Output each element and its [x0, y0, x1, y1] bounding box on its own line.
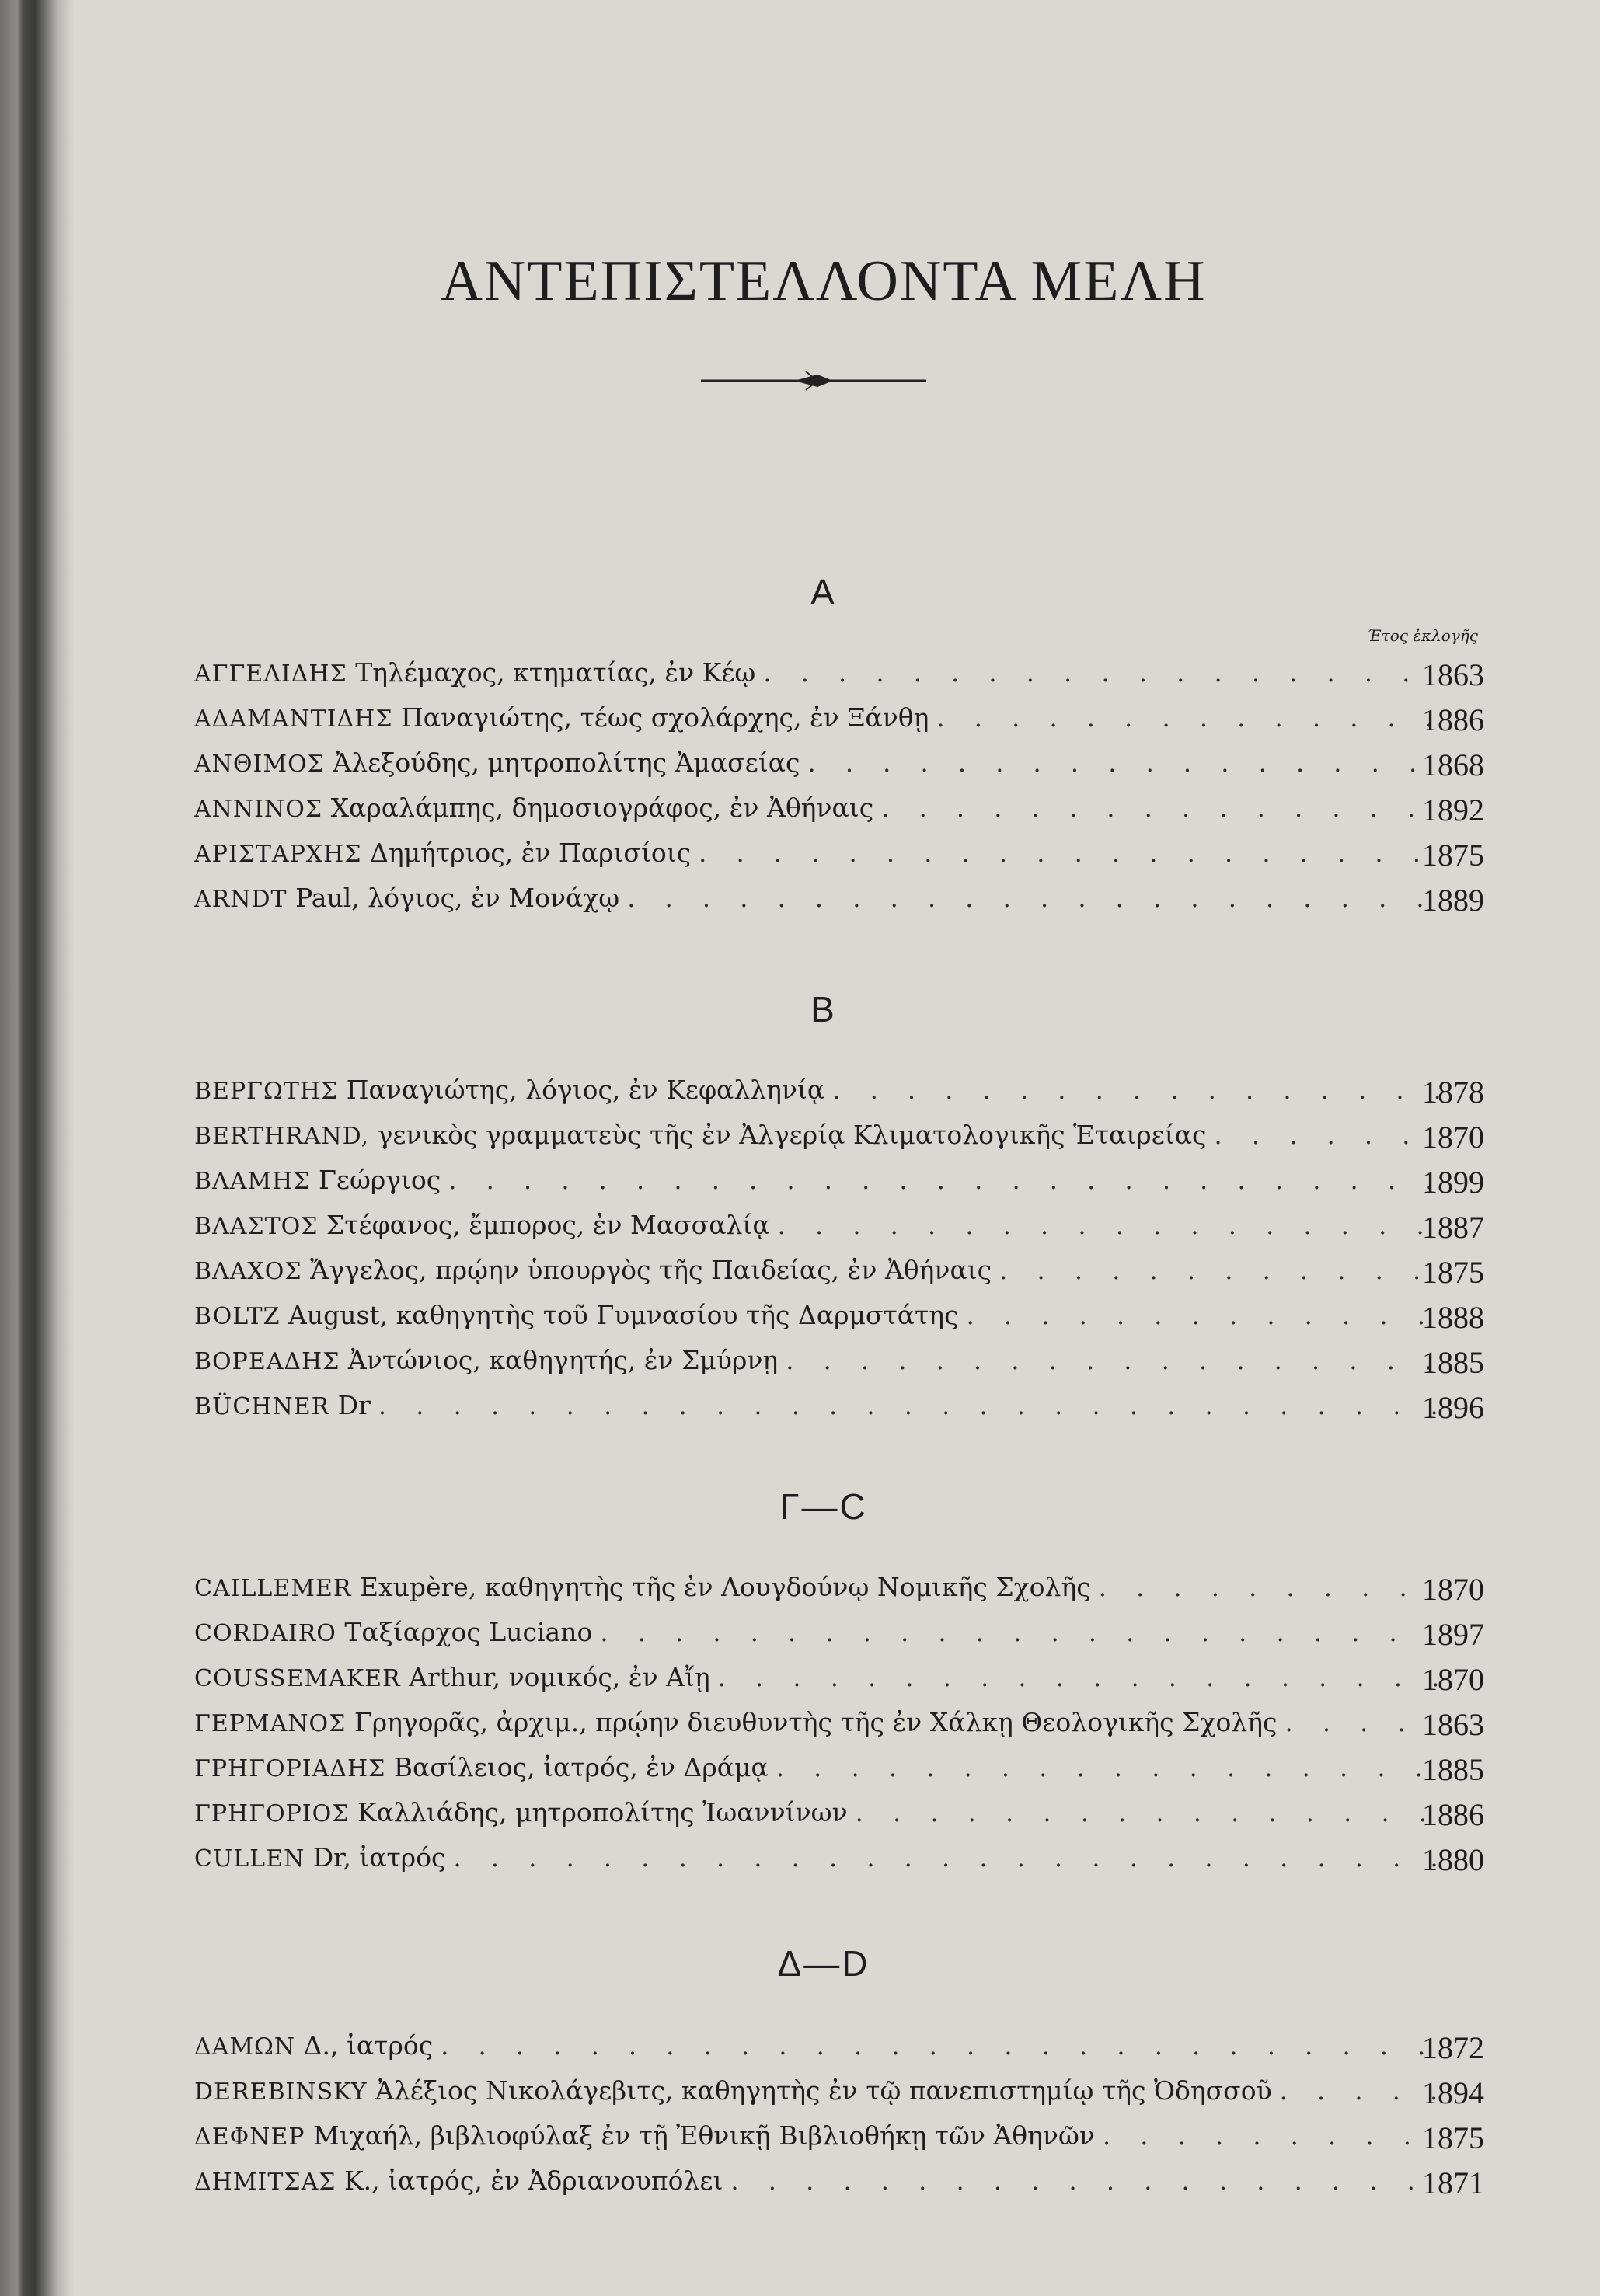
entry-description: Μιχαήλ, βιβλιοφύλαξ ἐν τῇ Ἐθνικῇ Βιβλιοθήκῃ τῶν Ἀθηνῶν [305, 2120, 1095, 2151]
entry-surname: DEREBINSKY [194, 2078, 368, 2106]
list-item [194, 1254, 1484, 1299]
list-item [194, 1344, 1484, 1389]
entry-year: 1870 [1422, 1120, 1484, 1155]
entry-description: Ἀντώνιος, καθηγητής, ἐν Σμύρνῃ [340, 1345, 779, 1375]
page-title: ΑΝΤΕΠΙΣΤΕΛΛΟΝΤΑ ΜΕΛΗ [441, 249, 1207, 313]
entry-year: 1875 [1422, 1255, 1484, 1290]
entry-text [194, 2075, 1272, 2106]
entry-year: 1870 [1422, 1572, 1484, 1607]
entry-text [194, 1841, 446, 1873]
entry-text [194, 1751, 769, 1783]
leader-dots [448, 1165, 1438, 1195]
entry-surname: ΔΗΜΙΤΣΑΣ [194, 2169, 336, 2196]
entry-text [194, 1389, 371, 1421]
entry-description: Χαραλάμπης, δημοσιογράφος, ἐν Ἀθήναις [322, 793, 874, 823]
leader-dots [1280, 2076, 1438, 2106]
section-heading: A [810, 572, 837, 612]
entry-text [194, 2120, 1095, 2151]
entry-text [194, 1796, 848, 1828]
list-item [194, 702, 1484, 747]
leader-dots [776, 1753, 1438, 1782]
entry-text [194, 1299, 959, 1331]
entry-year: 1885 [1422, 1752, 1484, 1787]
entry-year: 1896 [1422, 1390, 1484, 1425]
entry-surname: CORDAIRO [194, 1620, 336, 1647]
entry-text [194, 657, 755, 688]
entry-description: Βασίλειος, ἰατρός, ἐν Δράμᾳ [385, 1752, 769, 1782]
list-item [194, 747, 1484, 792]
entry-year: 1887 [1422, 1210, 1484, 1245]
entry-description: Δημήτριος, ἐν Παρισίοις [361, 838, 692, 868]
entry-surname: ΒΕΡΓΩΤΗΣ [194, 1078, 339, 1105]
entry-surname: BERTHRAND, [194, 1123, 370, 1150]
entry-surname: ΑΓΓΕΛΙΔΗΣ [194, 660, 347, 688]
section-heading: B [810, 989, 837, 1030]
list-item [194, 1616, 1484, 1661]
entry-surname: COUSSEMAKER [194, 1665, 401, 1692]
list-item [194, 837, 1484, 882]
section-heading: Γ—C [779, 1486, 868, 1527]
entry-description: Στέφανος, ἔμπορος, ἐν Μασσαλίᾳ [318, 1210, 770, 1240]
entry-year: 1899 [1422, 1165, 1484, 1200]
list-item [194, 1119, 1484, 1164]
leader-dots [936, 703, 1438, 733]
entry-description: Ταξίαρχος Luciano [336, 1617, 593, 1647]
entry-year: 1875 [1422, 2120, 1484, 2155]
list-item [194, 2029, 1484, 2075]
entry-surname: ΓΡΗΓΟΡΙΟΣ [194, 1800, 350, 1827]
list-item [194, 1661, 1484, 1706]
leader-dots [778, 1211, 1438, 1240]
entry-year: 1886 [1422, 1797, 1484, 1832]
entry-description: Παναγιώτης, τέως σχολάρχης, ἐν Ξάνθῃ [392, 702, 929, 733]
entry-surname: ΔΑΜΩΝ [194, 2033, 296, 2061]
entry-text [194, 1661, 710, 1693]
entry-description: Δ., ἰατρός [295, 2030, 434, 2061]
entry-surname: ΒΛΑΜΗΣ [194, 1168, 311, 1195]
entry-description: Ἀλεξούδης, μητροπολίτης Ἀμασείας [324, 747, 800, 778]
leader-dots [699, 838, 1438, 868]
entry-description: Ἄγγελος, πρῴην ὑπουργὸς τῆς Παιδείας, ἐν Ἀθήναις [302, 1255, 992, 1285]
entry-description: Κ., ἰατρός, ἐν Ἀδριανουπόλει [336, 2165, 723, 2196]
leader-dots [1285, 1708, 1438, 1737]
entry-description: Γρηγορᾶς, ἀρχιμ., πρῴην διευθυντὴς τῆς ἐν Χάλκῃ Θεολογικῆς Σχολῆς [346, 1707, 1278, 1737]
entry-surname: ΒΟΡΕΑΔΗΣ [194, 1348, 340, 1375]
leader-dots [786, 1346, 1438, 1375]
leader-dots [718, 1663, 1438, 1692]
entry-description: Παναγιώτης, λόγιος, ἐν Κεφαλληνίᾳ [338, 1075, 825, 1105]
entry-description: Paul, λόγιος, ἐν Μονάχῳ [287, 883, 620, 913]
entry-surname: BÜCHNER [194, 1393, 330, 1420]
entry-surname: ΒΛΑΣΤΟΣ [194, 1213, 319, 1240]
entry-surname: CAILLEMER [194, 1575, 352, 1602]
entry-surname: ARNDT [194, 886, 288, 913]
list-item [194, 1571, 1484, 1616]
entry-surname: ΑΡΙΣΤΑΡΧΗΣ [194, 841, 362, 868]
entry-surname: ΒΛΑΧΟΣ [194, 1258, 302, 1285]
list-item [194, 1209, 1484, 1254]
entry-text [194, 1571, 1091, 1603]
entry-text [194, 747, 800, 779]
entry-year: 1894 [1422, 2075, 1484, 2110]
entry-year: 1886 [1422, 702, 1484, 737]
leader-dots [881, 793, 1438, 823]
entry-text [194, 1119, 1207, 1151]
entry-surname: ΔΕΦΝΕΡ [194, 2124, 305, 2151]
entry-text [194, 1164, 441, 1196]
entry-year: 1880 [1422, 1842, 1484, 1877]
list-item [194, 1299, 1484, 1344]
entry-description: Dr [329, 1390, 371, 1420]
entry-text [194, 1344, 778, 1376]
leader-dots [441, 2031, 1438, 2061]
entry-year: 1888 [1422, 1300, 1484, 1335]
list-item [194, 1796, 1484, 1841]
entry-text [194, 1209, 770, 1241]
leader-dots [730, 2166, 1438, 2196]
leader-dots [967, 1301, 1438, 1330]
leader-dots [1099, 1573, 1438, 1602]
list-item [194, 2165, 1484, 2210]
leader-dots [999, 1256, 1438, 1285]
entry-surname: ΓΡΗΓΟΡΙΑΔΗΣ [194, 1755, 386, 1782]
entry-text [194, 837, 691, 869]
entry-year: 1863 [1422, 1707, 1484, 1742]
section-heading: Δ—D [777, 1943, 870, 1984]
entry-text [194, 2029, 433, 2061]
leader-dots [600, 1618, 1438, 1647]
document-page [179, 0, 1484, 2296]
entry-text [194, 1254, 992, 1286]
entry-year: 1871 [1422, 2165, 1484, 2200]
entry-text [194, 1074, 824, 1106]
entry-description: Arthur, νομικός, ἐν Αἴῃ [400, 1662, 710, 1692]
entry-description: August, καθηγητὴς τοῦ Γυμνασίου τῆς Δαρμστάτης [280, 1300, 959, 1330]
list-item [194, 2075, 1484, 2120]
list-item [194, 1841, 1484, 1887]
list-item [194, 657, 1484, 702]
leader-dots [454, 1843, 1438, 1873]
entry-year: 1875 [1422, 838, 1484, 873]
entry-surname: ΓΕΡΜΑΝΟΣ [194, 1710, 347, 1737]
entry-description: Dr, ἰατρός [305, 1842, 446, 1873]
ornament-divider-icon [701, 365, 926, 396]
list-item [194, 792, 1484, 837]
list-item [194, 1074, 1484, 1119]
list-item [194, 2120, 1484, 2165]
entry-description: Γεώργιος [310, 1165, 441, 1195]
entry-year: 1889 [1422, 883, 1484, 918]
entry-year: 1878 [1422, 1075, 1484, 1110]
entry-surname: ΑΝΝΙΝΟΣ [194, 796, 323, 823]
entry-description: Τηλέμαχος, κτηματίας, ἐν Κέῳ [347, 657, 756, 688]
entry-year: 1870 [1422, 1662, 1484, 1697]
entry-text [194, 1616, 592, 1648]
book-spine-shadow [0, 0, 74, 2296]
list-item [194, 882, 1484, 927]
entry-description: Ἀλέξιος Νικολάγεβιτς, καθηγητὴς ἐν τῷ πανεπιστημίῳ τῆς Ὀδησσοῦ [367, 2075, 1272, 2106]
leader-dots [378, 1391, 1438, 1420]
leader-dots [627, 883, 1438, 913]
entry-text [194, 2165, 723, 2197]
leader-dots [807, 748, 1438, 778]
entry-text [194, 1706, 1277, 1738]
leader-dots [1215, 1120, 1438, 1150]
list-item [194, 1164, 1484, 1209]
leader-dots [763, 658, 1438, 688]
entry-surname: ΑΝΘΙΜΟΣ [194, 751, 325, 778]
entry-description: Exupère, καθηγητὴς τῆς ἐν Λουγδούνῳ Νομικῆς Σχολῆς [351, 1572, 1091, 1602]
list-item [194, 1389, 1484, 1434]
entry-text [194, 702, 929, 733]
leader-dots [1103, 2121, 1438, 2151]
entry-year: 1897 [1422, 1617, 1484, 1652]
entry-description: Καλλιάδης, μητροπολίτης Ἰωαννίνων [349, 1797, 848, 1827]
entry-year: 1892 [1422, 793, 1484, 827]
entry-surname: BOLTZ [194, 1303, 281, 1330]
entry-year: 1868 [1422, 747, 1484, 782]
entry-year: 1872 [1422, 2030, 1484, 2065]
year-column-header: Έτος ἐκλογῆς [1367, 626, 1478, 645]
entry-text [194, 792, 873, 824]
list-item [194, 1706, 1484, 1751]
leader-dots [856, 1798, 1438, 1827]
entry-year: 1885 [1422, 1345, 1484, 1380]
list-item [194, 1751, 1484, 1796]
entry-surname: ΑΔΑΜΑΝΤΙΔΗΣ [194, 706, 393, 733]
leader-dots [832, 1075, 1438, 1105]
entry-description: γενικὸς γραμματεὺς τῆς ἐν Ἀλγερίᾳ Κλιματολογικῆς Ἑταιρείας [369, 1120, 1207, 1150]
entry-year: 1863 [1422, 657, 1484, 692]
entry-surname: CULLEN [194, 1845, 305, 1873]
entry-text [194, 882, 619, 914]
